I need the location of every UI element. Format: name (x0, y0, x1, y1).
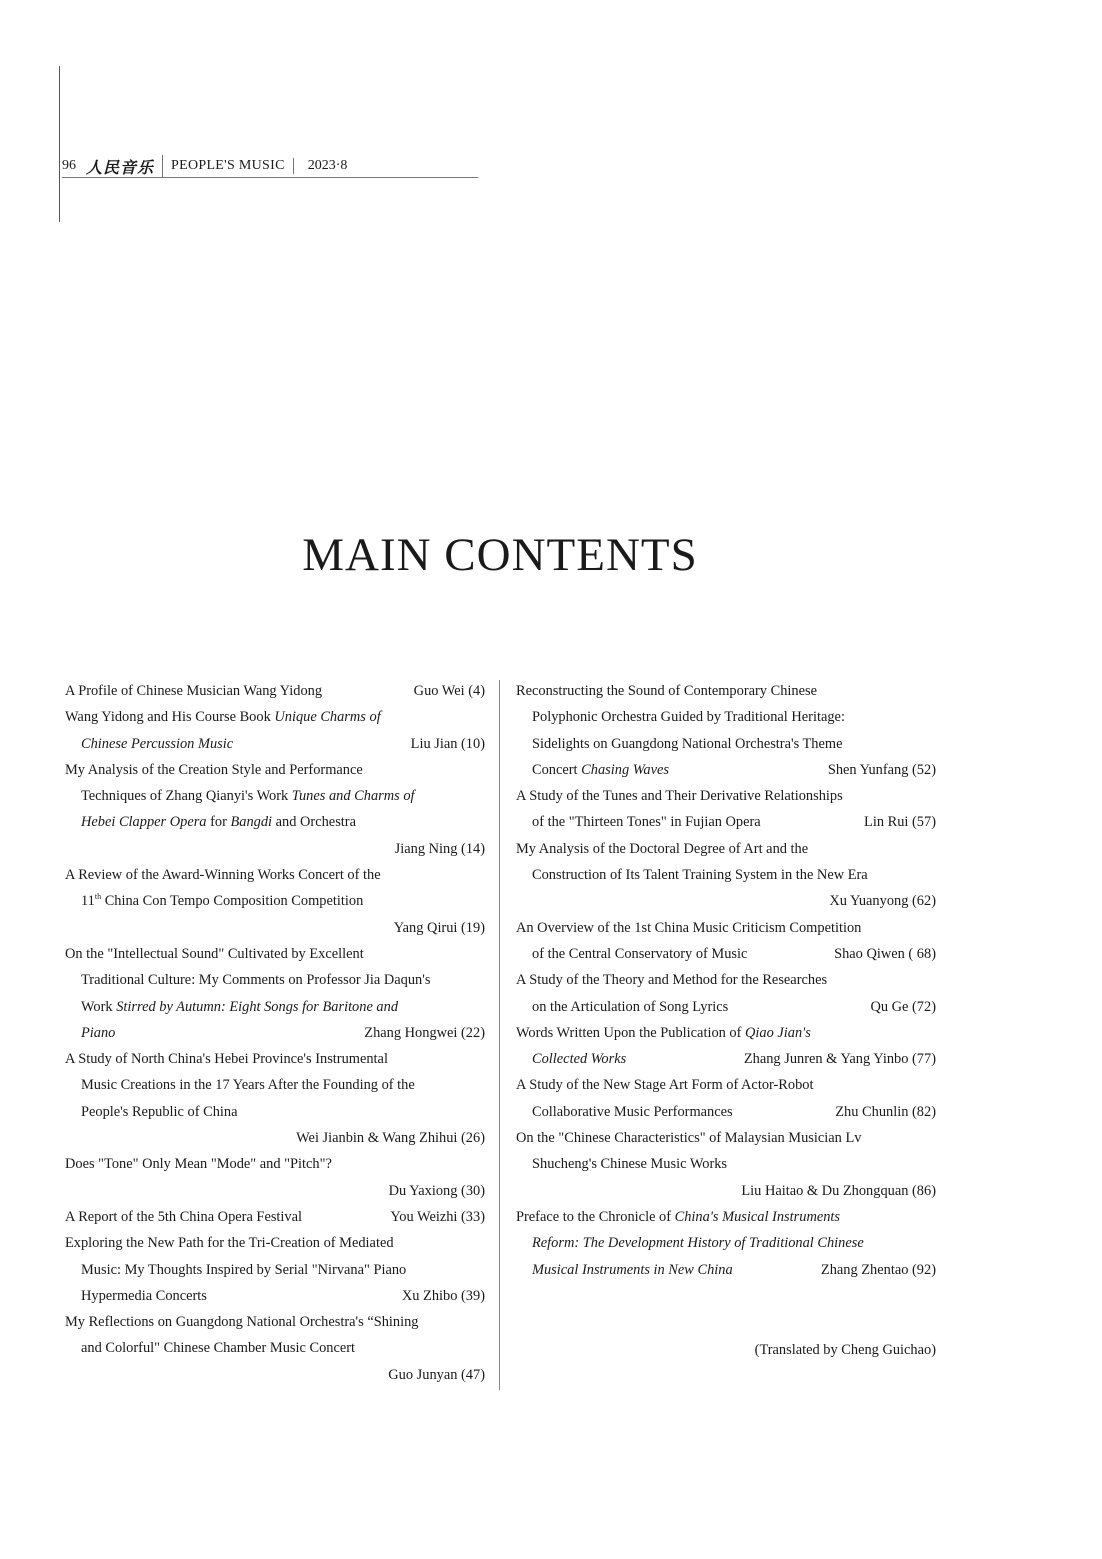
issue-number: 2023·8 (307, 158, 348, 173)
toc-entry: Does "Tone" Only Mean "Mode" and "Pitch"? Du Yaxiong (30) (65, 1156, 485, 1199)
toc-entry: An Overview of the 1st China Music Criticism Competition of the Central Conservatory of Music Shao Qiwen ( 68) (516, 919, 936, 962)
toc-entry: A Report of the 5th China Opera Festival You Weizhi (33) (65, 1208, 485, 1225)
toc-entry: My Reflections on Guangdong National Orchestra's “Shining and Colorful" Chinese Chamber Music Concert Guo Junyan (47) (65, 1314, 485, 1383)
toc-entry: A Review of the Award-Winning Works Concert of the 11th China Con Tempo Composition Competition Yang Qirui (19) (65, 867, 485, 936)
toc-entry: My Analysis of the Doctoral Degree of Art and the Construction of Its Talent Training System in the New Era Xu Yuanyong (62) (516, 840, 936, 910)
toc-entry: Words Written Upon the Publication of Qiao Jian's Collected Works Zhang Junren & Yang Yinbo (77) (516, 1024, 936, 1068)
page-title: MAIN CONTENTS (302, 529, 698, 581)
contents-left-column (65, 678, 485, 1388)
running-header (62, 155, 478, 178)
toc-entry: Exploring the New Path for the Tri-Creation of Mediated Music: My Thoughts Inspired by Serial "Nirvana" Piano Hypermedia Concerts Xu Zhibo (39) (65, 1235, 485, 1304)
toc-entry: On the "Intellectual Sound" Cultivated by Excellent Traditional Culture: My Comments on Professor Jia Daqun's Work Stirred by Autumn: Eight Songs for Baritone and Piano Zhang Hongwei (22) (65, 945, 485, 1041)
toc-entry: A Study of the New Stage Art Form of Actor-Robot Collaborative Music Performances Zhu Chunlin (82) (516, 1077, 936, 1120)
toc-entry: A Study of the Tunes and Their Derivative Relationships of the "Thirteen Tones" in Fujian Opera Lin Rui (57) (516, 788, 936, 831)
toc-entry: Reconstructing the Sound of Contemporary Chinese Polyphonic Orchestra Guided by Traditional Heritage: Sidelights on Guangdong National Orchestra's Theme Concert Chasing Waves Shen Yunfang (52) (516, 683, 936, 778)
toc-entry: A Study of the Theory and Method for the Researches on the Articulation of Song Lyrics Qu Ge (72) (516, 972, 936, 1015)
column-divider (499, 680, 500, 1390)
toc-entry: A Profile of Chinese Musician Wang Yidong Guo Wei (4) (65, 683, 485, 699)
margin-rule (59, 66, 60, 222)
journal-logo-chinese: 人民音乐 (86, 155, 163, 178)
toc-entry: On the "Chinese Characteristics" of Malaysian Musician Lv Shucheng's Chinese Music Works Liu Haitao & Du Zhongquan (86) (516, 1130, 936, 1199)
contents-right-column (516, 678, 936, 1283)
translator-credit: (Translated by Cheng Guichao) (754, 1342, 936, 1358)
toc-entry: A Study of North China's Hebei Province's Instrumental Music Creations in the 17 Years After the Founding of the People's Republic of China Wei Jianbin & Wang Zhihui (26) (65, 1051, 485, 1147)
page-number: 96 (62, 158, 76, 173)
toc-entry: Preface to the Chronicle of China's Musical Instruments Reform: The Development History of Traditional Chinese Musical Instruments in New China Zhang Zhentao (92) (516, 1208, 936, 1278)
toc-entry: Wang Yidong and His Course Book Unique Charms of Chinese Percussion Music Liu Jian (10) (65, 709, 485, 752)
toc-entry: My Analysis of the Creation Style and Performance Techniques of Zhang Qianyi's Work Tunes and Charms of Hebei Clapper Opera for Bangdi and Orchestra Jiang Ning (14) (65, 761, 485, 857)
journal-name: PEOPLE'S MUSIC (163, 158, 294, 174)
